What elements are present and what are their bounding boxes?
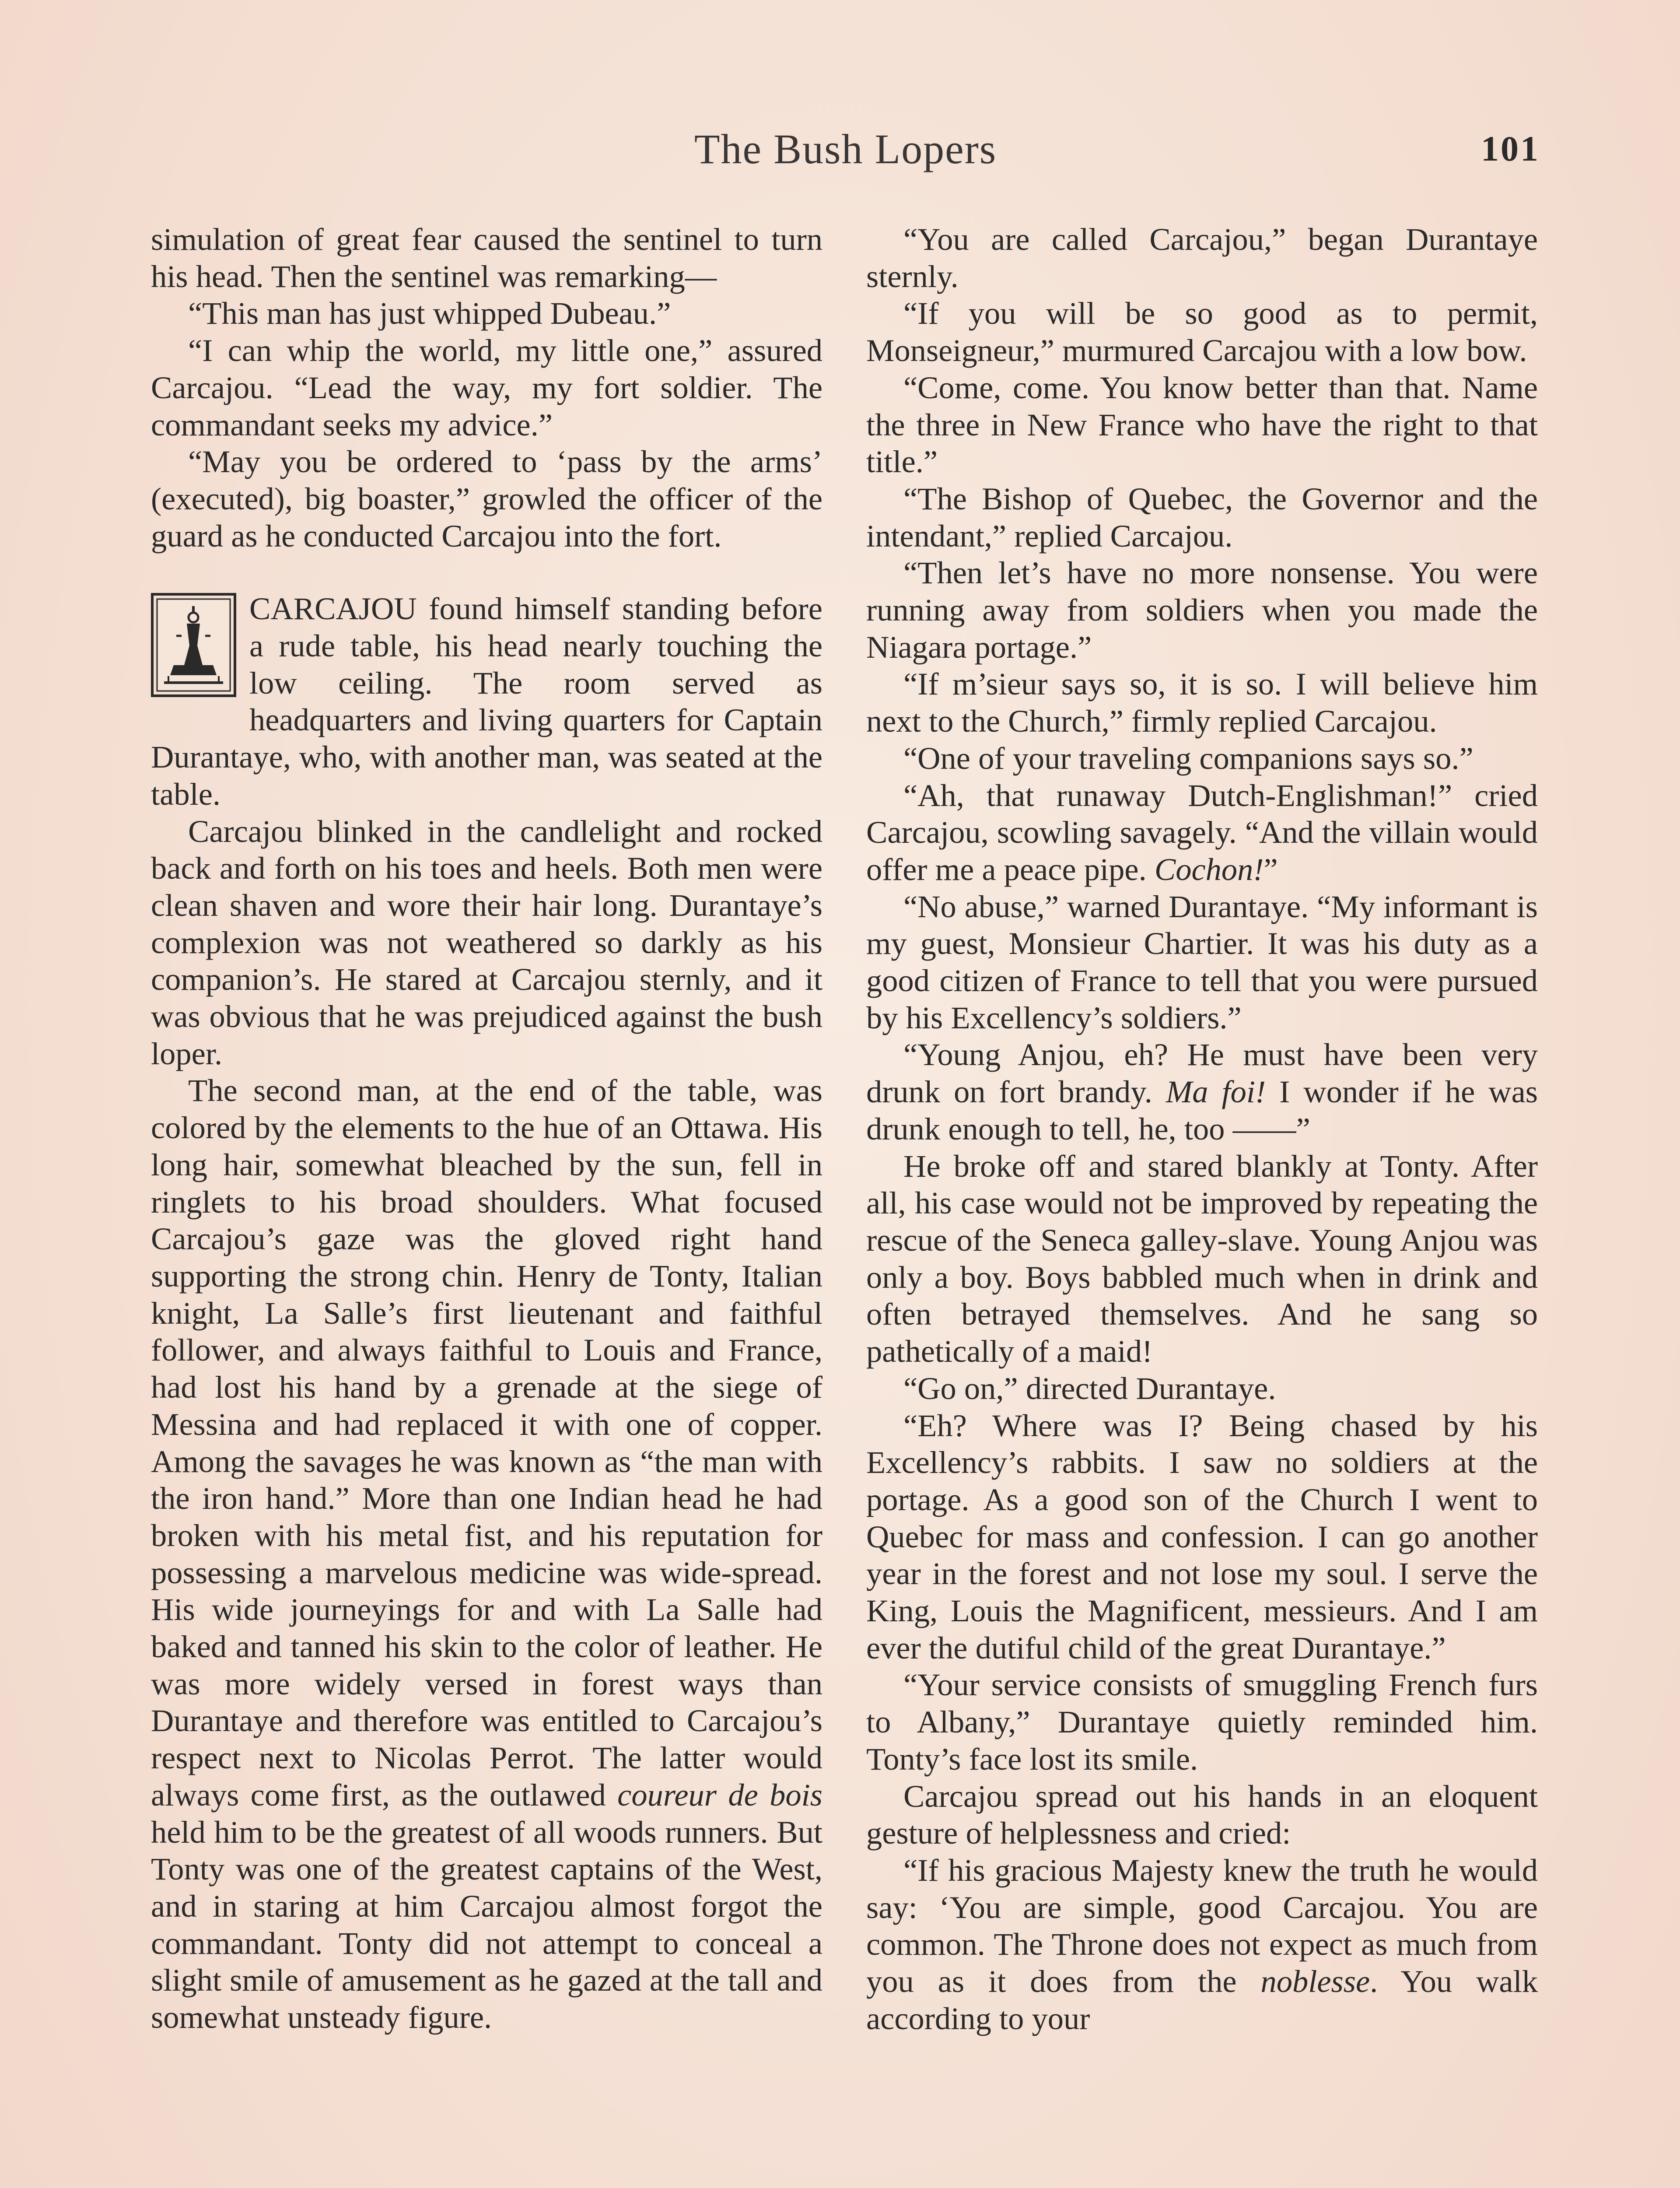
italic-phrase: noblesse [1260, 1964, 1370, 1999]
paragraph-text: The second man, at the end of the table, was colored by the elements to the hue of an Ottawa. His long hair, somewhat bleached by the sun, fell in ringlets to his broad shoulders. What focused Carcajou’s gaze was the gloved right hand supporting the strong chin. Henry de Tonty, Italian knight, La Salle’s first lieutenant and faithful follower, and always faithful to Louis and France, had lost his hand by a grenade at the siege of Messina and had replaced it with one of copper. Among the savages he was known as “the man with the iron hand.” More than one Indian head he had broken with his metal fist, and his reputation for possessing a marvelous medicine was wide-spread. His wide journeyings for and with La Salle had baked and tanned his skin to the color of leather. He was more widely versed in forest ways than Durantaye and therefore was entitled to Carcajou’s respect next to Nicolas Perrot. The latter would always come first, as the outlawed [151, 1073, 822, 1813]
paragraph: “If m’sieur says so, it is so. I will believe him next to the Church,” firmly replied Carcajou. [866, 666, 1538, 739]
paragraph: “Then let’s have no more nonsense. You were running away from soldiers when you made the Niagara portage.” [866, 555, 1538, 665]
italic-phrase: Ma foi! [1166, 1074, 1266, 1110]
running-title: The Bush Lopers [694, 126, 997, 172]
paragraph [151, 1072, 822, 2036]
paragraph-text: ” [1264, 851, 1278, 887]
paragraph [866, 1036, 1538, 1147]
paragraph: “May you be ordered to ‘pass by the arms’ (executed), big boaster,” growled the officer of the guard as he conducted Carcajou into the fort. [151, 444, 822, 554]
paragraph: “The Bishop of Quebec, the Governor and the intendant,” replied Carcajou. [866, 480, 1538, 554]
paragraph-text: held him to be the greatest of all woods runners. But Tonty was one of the greatest captains of the West, and in staring at him Carcajou almost forgot the commandant. Tonty did not attempt to conceal a slight smile of amusement as he gazed at the tall and somewhat unsteady figure. [151, 1814, 822, 2035]
page-header [151, 125, 1540, 177]
paragraph: “Come, come. You know better than that. Name the three in New France who have the right to that title.” [866, 369, 1538, 480]
paragraph: simulation of great fear caused the sentinel to turn his head. Then the sentinel was remarking— [151, 221, 822, 294]
paragraph: “No abuse,” warned Durantaye. “My informant is my guest, Monsieur Chartier. It was his duty as a good citizen of France to tell that you were pursued by his Excellency’s soldiers.” [866, 888, 1538, 1035]
paragraph [866, 1852, 1538, 2037]
paragraph-text: “If his gracious Majesty knew the truth he would say: ‘You are simple, good Carcajou. You are common. The Throne does not expect as much from you as it does from the [866, 1852, 1538, 1999]
paragraph-text: “Ah, that runaway Dutch-Englishman!” cried Carcajou, scowling savagely. “And the villain would offer me a peace pipe. [866, 777, 1538, 887]
paragraph [866, 777, 1538, 888]
paragraph: He broke off and stared blankly at Tonty. After all, his case would not be improved by repeating the rescue of the Seneca galley-slave. Young Anjou was only a boy. Boys babbled much when in drink and often betrayed themselves. And he sang so pathetically of a maid! [866, 1148, 1538, 1369]
paragraph: “Go on,” directed Durantaye. [903, 1370, 1276, 1406]
paragraph: “Eh? Where was I? Being chased by his Excellency’s rabbits. I saw no soldiers at the portage. As a good son of the Church I went to Quebec for mass and confession. I can go another year in the forest and not lose my soul. I serve the King, Louis the Magnificent, messieurs. And I am ever the dutiful child of the great Durantaye.” [866, 1407, 1538, 1666]
paragraph: “You are called Carcajou,” began Durantaye sternly. [866, 221, 1538, 294]
paragraph: “If you will be so good as to permit, Monseigneur,” murmured Carcajou with a low bow. [866, 295, 1538, 368]
section-break [151, 554, 822, 590]
paragraph: Carcajou spread out his hands in an eloquent gesture of helplessness and cried: [866, 1778, 1538, 1851]
paragraph: “This man has just whipped Dubeau.” [188, 295, 671, 331]
section-opening-paragraph [151, 590, 822, 813]
left-column [151, 221, 822, 2036]
paragraph: “Your service consists of smuggling French furs to Albany,” Durantaye quietly reminded him. Tonty’s face lost its smile. [866, 1667, 1538, 1777]
paragraph-text: CARCAJOU found himself standing before a rude table, his head nearly touching the low ceiling. The room served as headquarters and living quarters for Captain Durantaye, who, with another man, was seated at the table. [151, 591, 822, 812]
paragraph-text: “Young Anjou, eh? He must have been very drunk on fort brandy. [866, 1037, 1538, 1110]
paragraph-text: . You walk according to your [866, 1964, 1538, 2036]
italic-phrase: coureur de bois [617, 1777, 822, 1813]
paragraph: “One of your traveling companions says so.” [903, 740, 1474, 776]
italic-phrase: Cochon! [1154, 851, 1264, 887]
paragraph-text: I wonder if he was drunk enough to tell, he, too ——” [866, 1074, 1538, 1147]
paragraph: Carcajou blinked in the candlelight and rocked back and forth on his toes and heels. Both men were clean shaven and wore their hair long. Durantaye’s complexion was not weathered so darkly as his companion’s. He stared at Carcajou sternly, and it was obvious that he was prejudiced against the bush loper. [151, 813, 822, 1071]
page-number: 101 [1481, 129, 1540, 168]
decorative-initial-icon [151, 593, 236, 702]
paragraph: “I can whip the world, my little one,” assured Carcajou. “Lead the way, my fort soldier. The commandant seeks my advice.” [151, 333, 822, 442]
right-column [866, 221, 1538, 2037]
